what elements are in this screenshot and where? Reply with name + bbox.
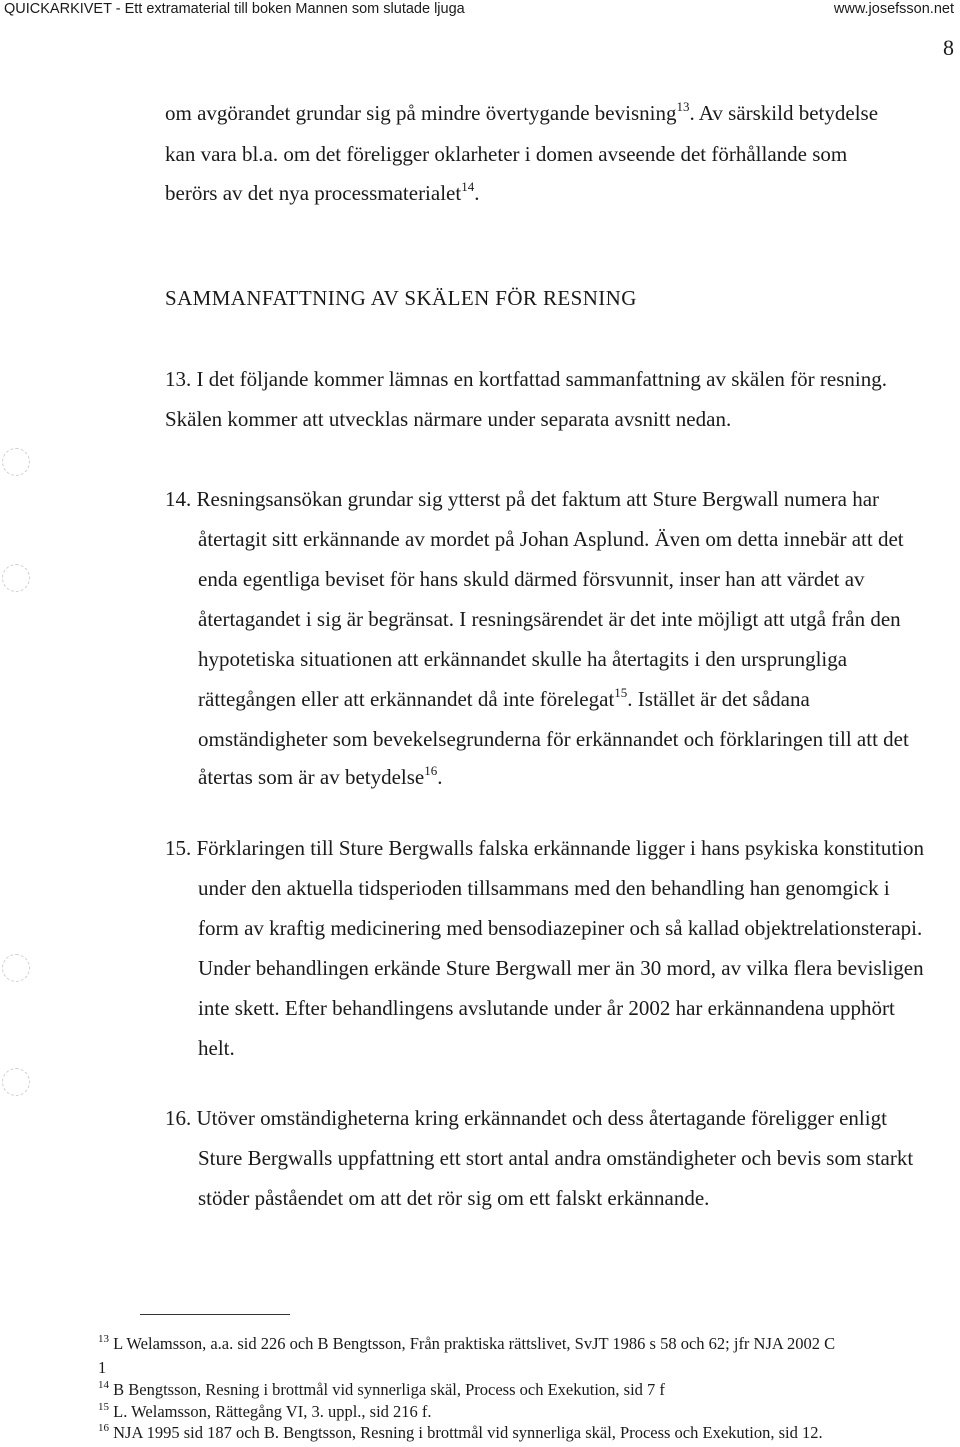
- intro-line-1: om avgörandet grundar sig på mindre övertygande bevisning$^{13}$. Av särskild betydelse: [165, 99, 879, 125]
- footnote-13-continued: 1: [98, 1358, 107, 1377]
- paragraph-14-line-1: 14. Resningsansökan grundar sig ytterst på det faktum att Sture Bergwall numera har: [165, 487, 880, 511]
- page-header: [0, 0, 960, 22]
- paragraph-13-line-1: 13. I det följande kommer lämnas en kortfattad sammanfattning av skälen för resning.: [165, 367, 887, 391]
- paragraph-16-line-2: Sture Bergwalls uppfattning ett stort antal andra omständigheter och bevis som starkt: [198, 1146, 914, 1170]
- paragraph-16-line-1: 16. Utöver omständigheterna kring erkännandet och dess återtagande föreligger enligt: [165, 1106, 887, 1130]
- intro-line-2: kan vara bl.a. om det föreligger oklarheter i domen avseende det förhållande som: [165, 142, 848, 166]
- paragraph-14-line-8: återtas som är av betydelse$^{16}$.: [198, 763, 443, 789]
- paragraph-14-line-7: omständigheter som bevekelsegrunderna för erkännandet och förklaringen till att det: [198, 727, 909, 751]
- footnote-ref-14[interactable]: 14: [461, 179, 475, 194]
- paragraph-13-line-2: Skälen kommer att utvecklas närmare under separata avsnitt nedan.: [165, 407, 732, 431]
- paragraph-14-line-5: hypotetiska situationen att erkännandet skulle ha återtagits i den ursprungliga: [198, 647, 848, 671]
- intro-line-3: berörs av det nya processmaterialet$^{14}$.: [165, 179, 480, 205]
- paragraph-15-line-4: Under behandlingen erkände Sture Bergwall mer än 30 mord, av vilka flera bevisligen: [198, 956, 924, 980]
- punch-hole-icon: [2, 1068, 30, 1096]
- footnote-16: $^{16}$ NJA 1995 sid 187 och B. Bengtsson, Resning i brottmål vid synnerliga skäl, Process och Exekution, sid 12.: [98, 1422, 823, 1442]
- header-url[interactable]: www.josefsson.net: [833, 1, 954, 17]
- paragraph-16-line-3: stöder påståendet om att det rör sig om ett falskt erkännande.: [198, 1186, 710, 1210]
- footnote-13: $^{13}$ L Welamsson, a.a. sid 226 och B Bengtsson, Från praktiska rättslivet, SvJT 1986 s 58 och 62; jfr NJA 2002 C: [98, 1333, 836, 1353]
- footnote-ref-16[interactable]: 16: [424, 763, 438, 778]
- punch-hole-icon: [2, 954, 30, 982]
- paragraph-15-line-3: form av kraftig medicinering med bensodiazepiner och så kallad objektrelationsterapi.: [198, 916, 923, 940]
- paragraph-15-line-1: 15. Förklaringen till Sture Bergwalls falska erkännande ligger i hans psykiska konstitution: [165, 836, 924, 860]
- paragraph-14-line-6: rättegången eller att erkännandet då inte förelegat$^{15}$. Istället är det sådana: [198, 685, 810, 711]
- paragraph-14-line-4: återtagandet i sig är begränsat. I resningsärendet är det inte möjligt att utgå från den: [198, 607, 901, 631]
- footnote-ref-15[interactable]: 15: [614, 685, 628, 700]
- paragraph-14-line-2: återtagit sitt erkännande av mordet på Johan Asplund. Även om detta innebär att det: [198, 527, 904, 551]
- paragraph-14-line-3: enda egentliga beviset för hans skuld därmed försvunnit, inser han att värdet av: [198, 567, 865, 591]
- section-heading: SAMMANFATTNING AV SKÄLEN FÖR RESNING: [165, 286, 637, 310]
- footnote-14: $^{14}$ B Bengtsson, Resning i brottmål vid synnerliga skäl, Process och Exekution, sid 7 f: [98, 1379, 665, 1399]
- footnote-divider: [140, 1314, 290, 1315]
- punch-hole-icon: [2, 564, 30, 592]
- footnote-15: $^{15}$ L. Welamsson, Rättegång VI, 3. uppl., sid 216 f.: [98, 1401, 432, 1421]
- header-title: QUICKARKIVET - Ett extramaterial till boken Mannen som slutade ljuga: [4, 1, 465, 17]
- paragraph-15-line-2: under den aktuella tidsperioden tillsammans med den behandling han genomgick i: [198, 876, 890, 900]
- footnote-ref-13[interactable]: 13: [676, 99, 690, 114]
- paragraph-15-line-6: helt.: [198, 1036, 235, 1060]
- punch-hole-icon: [2, 448, 30, 476]
- page-number: 8: [943, 35, 954, 60]
- paragraph-15-line-5: inte skett. Efter behandlingens avslutande under år 2002 har erkännandena upphört: [198, 996, 895, 1020]
